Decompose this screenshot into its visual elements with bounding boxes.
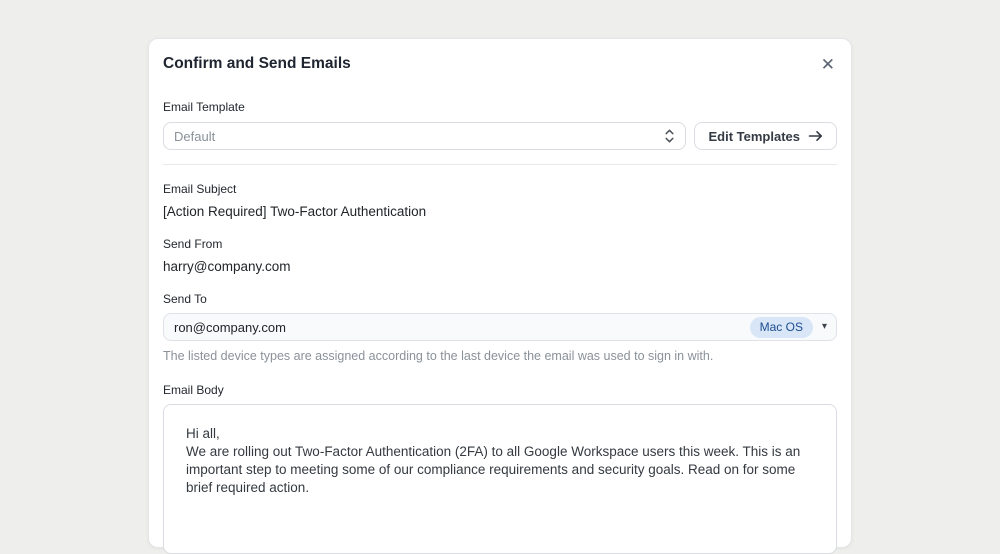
- email-template-select-value: Default: [174, 128, 216, 144]
- dialog-title: Confirm and Send Emails: [163, 55, 351, 72]
- email-body-line1: Hi all,: [186, 426, 220, 441]
- section-divider: [163, 164, 837, 165]
- confirm-send-emails-dialog: [148, 38, 852, 548]
- device-type-badge: Mac OS: [750, 317, 813, 338]
- email-template-row: [163, 122, 837, 150]
- close-button[interactable]: [819, 56, 837, 73]
- email-template-label: Email Template: [163, 100, 245, 114]
- dialog-header: [163, 39, 837, 74]
- arrow-right-icon: [808, 130, 823, 142]
- select-stepper-icon: [664, 128, 675, 144]
- email-body-line2: We are rolling out Two-Factor Authentication (2FA) to all Google Workspace users this week. This is an important step to meeting some of our compliance requirements and security goals. Read on for some brief required action.: [186, 444, 801, 495]
- email-body-label: Email Body: [163, 383, 224, 397]
- email-subject-label: Email Subject: [163, 182, 237, 196]
- close-icon: ✕: [820, 54, 835, 74]
- email-body-editor[interactable]: [163, 404, 837, 554]
- send-from-label: Send From: [163, 237, 223, 251]
- send-from-value: harry@company.com: [163, 259, 291, 274]
- email-subject-value: [Action Required] Two-Factor Authentication: [163, 204, 427, 219]
- edit-templates-label: Edit Templates: [708, 128, 800, 144]
- caret-down-icon[interactable]: ▾: [821, 321, 827, 332]
- device-type-note: The listed device types are assigned according to the last device the email was used to sign in with.: [163, 349, 714, 363]
- send-to-value: ron@company.com: [174, 319, 286, 335]
- send-to-label: Send To: [163, 292, 207, 306]
- email-template-select[interactable]: [163, 122, 686, 150]
- edit-templates-button[interactable]: [694, 122, 837, 150]
- send-to-row[interactable]: [163, 313, 837, 341]
